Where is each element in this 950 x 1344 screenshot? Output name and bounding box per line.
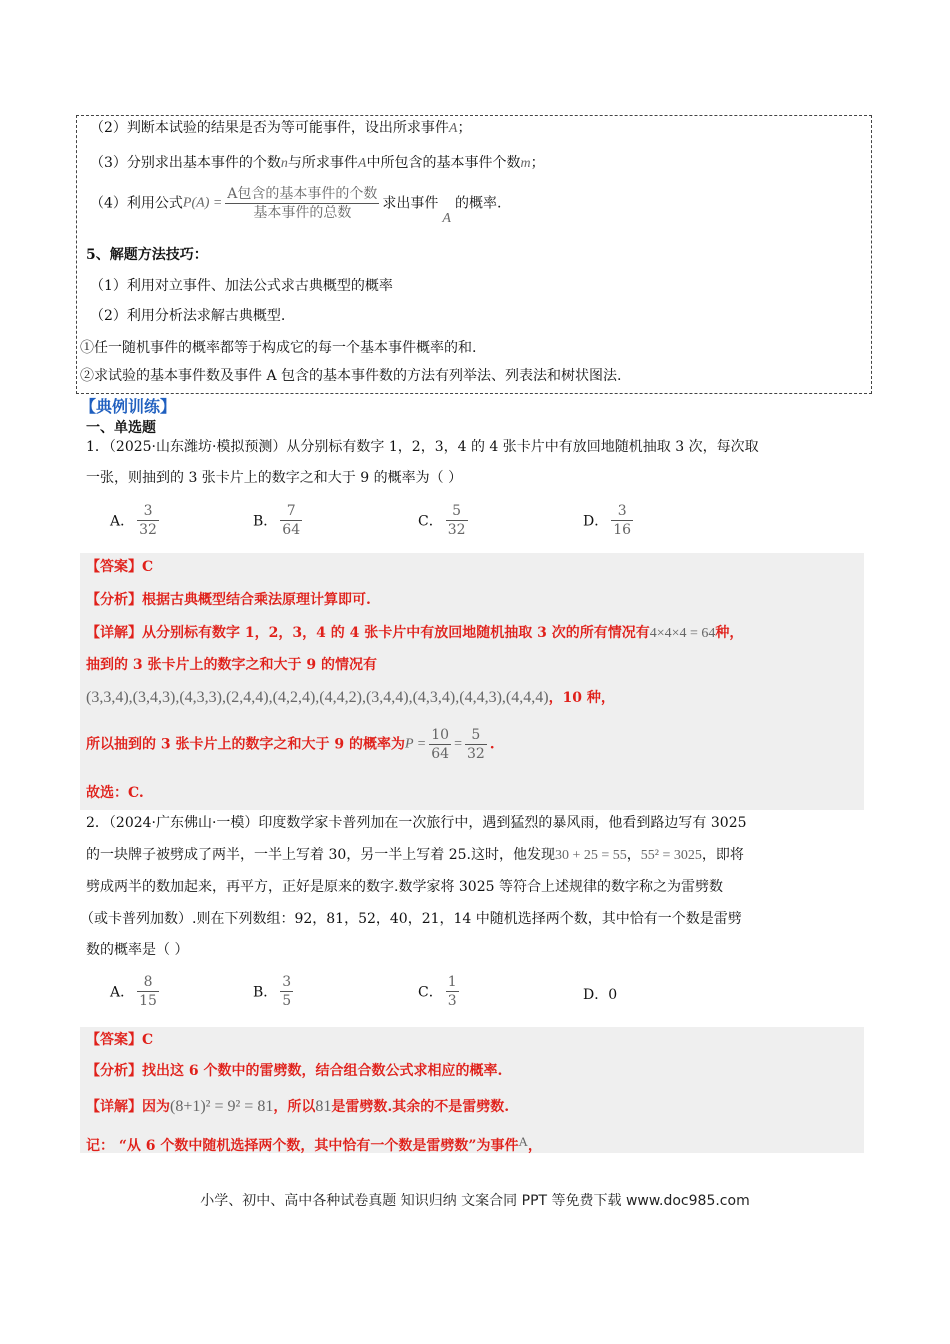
q1-detail-line-3 <box>86 688 615 708</box>
denominator: 64 <box>282 522 301 538</box>
detail-text: 所以抽到的 3 张卡片上的数字之和大于 9 的概率为 <box>86 736 405 753</box>
step-3-text-a: （3）分别求出基本事件的个数 <box>90 155 281 171</box>
probability-fraction-1 <box>429 726 451 763</box>
total-cases-math: 4×4×4 = 64 <box>649 626 716 641</box>
box-step-3 <box>90 153 545 174</box>
denominator: 15 <box>139 993 157 1009</box>
method-2: （2）利用分析法求解古典概型. <box>90 308 286 324</box>
box-step-2 <box>90 118 471 139</box>
option-fraction <box>446 973 459 1010</box>
probability-fraction-2 <box>465 726 487 763</box>
numerator: 3 <box>137 502 159 521</box>
methods-heading: 5、解题方法技巧： <box>86 247 208 263</box>
detail-text-b: ，所以 <box>273 1099 316 1115</box>
q2-option-b[interactable] <box>253 973 296 1010</box>
q1-option-c[interactable] <box>418 502 471 539</box>
stem-text: 的一块牌子被劈成了两半，一半上写着 30，另一半上写着 25.这时，他发现 <box>86 847 555 863</box>
m-symbol: m <box>520 156 531 171</box>
q1-option-b[interactable] <box>253 502 305 539</box>
option-label: D． <box>583 987 609 1003</box>
detail-end: 种， <box>715 625 744 641</box>
q2-answer: 【答案】C <box>86 1032 154 1048</box>
section-title: 【典例训练】 <box>80 397 177 416</box>
option-fraction <box>137 502 159 539</box>
probability-formula-fraction <box>225 185 379 222</box>
numerator: 5 <box>446 502 468 521</box>
n-symbol: n <box>280 156 288 171</box>
q1-option-d[interactable] <box>583 502 636 539</box>
detail-end: ， <box>527 1138 542 1154</box>
stem-text-end: ，即将 <box>701 847 744 863</box>
q2-stem-line-1: 2．（2024·广东佛山·一模）印度数学家卡普列加在一次旅行中，遇到猛烈的暴风雨，他看到路边写有 3025 <box>86 815 747 831</box>
box-step-4 <box>90 185 501 230</box>
q1-stem-line-2: 一张，则抽到的 3 张卡片上的数字之和大于 9 的概率为（ ） <box>86 470 463 486</box>
event-a-symbol: A <box>448 121 458 136</box>
q2-stem-line-5: 数的概率是（ ） <box>86 942 189 958</box>
favorable-cases-math: (3,3,4),(3,4,3),(4,3,3),(2,4,4),(4,2,4),(4,4,2),(3,4,4),(4,3,4),(4,4,3),(4,4,4) <box>86 689 549 706</box>
q2-analysis: 【分析】找出这 6 个数中的雷劈数，结合组合数公式求相应的概率. <box>86 1063 503 1079</box>
denominator: 3 <box>447 993 457 1009</box>
q1-analysis: 【分析】根据古典概型结合乘法原理计算即可. <box>86 592 371 608</box>
option-label: C． <box>418 513 443 530</box>
denominator: 5 <box>282 993 292 1009</box>
q1-detail-line-4 <box>86 726 495 763</box>
option-fraction <box>280 973 293 1010</box>
q2-option-c[interactable] <box>418 973 462 1010</box>
option-label: B． <box>253 984 278 1001</box>
detail-text-c: 是雷劈数.其余的不是雷劈数. <box>331 1099 510 1115</box>
separator: ， <box>626 847 641 863</box>
numerator: 7 <box>280 502 302 521</box>
option-fraction <box>280 502 302 539</box>
option-label: B． <box>253 513 278 530</box>
method-note-2: ②求试验的基本事件数及事件 A 包含的基本事件数的方法有列举法、列表法和树状图法. <box>80 368 622 384</box>
option-fraction <box>446 502 468 539</box>
numerator: 3 <box>282 974 292 990</box>
step-2-text: （2）判断本试验的结果是否为等可能事件，设出所求事件 <box>90 120 449 136</box>
p-symbol: P = <box>404 736 427 752</box>
detail-text: 【详解】从分别标有数字 1，2，3，4 的 4 张卡片中有放回地随机抽取 3 次的所有情况有 <box>86 625 650 641</box>
square-math: (8+1)² = 9² = 81 <box>170 1098 274 1115</box>
denominator: 16 <box>613 522 632 538</box>
step-2-end: ； <box>457 120 472 136</box>
q2-detail-line-1 <box>86 1097 509 1117</box>
step-4-text-a: （4）利用公式 <box>90 195 183 212</box>
numerator: 1 <box>447 974 457 990</box>
denominator: 64 <box>431 746 450 762</box>
denominator: 32 <box>466 746 485 762</box>
q2-stem-line-2 <box>86 845 744 866</box>
formula-lhs: P(A) = <box>182 195 223 211</box>
q2-option-d[interactable] <box>583 984 617 1004</box>
event-a-symbol: A <box>357 156 367 171</box>
q2-stem-line-3: 劈成两半的数加起来，再平方，正好是原来的数字.数学家将 3025 等符合上述规律的数字称之为雷劈数 <box>86 879 723 895</box>
step-3-end: ； <box>530 155 545 171</box>
event-a-symbol: A <box>442 210 451 226</box>
option-value: 0 <box>608 987 618 1003</box>
method-1: （1）利用对立事件、加法公式求古典概型的概率 <box>90 278 393 294</box>
denominator: 32 <box>447 522 466 538</box>
option-label: D． <box>583 513 609 530</box>
sum-math: 30 + 25 = 55 <box>554 848 627 863</box>
q2-option-a[interactable] <box>110 973 162 1010</box>
method-note-1: ①任一随机事件的概率都等于构成它的每一个基本事件概率的和. <box>80 340 477 356</box>
numerator: 10 <box>431 727 450 743</box>
square-math: 55² = 3025 <box>640 848 702 863</box>
numerator: 8 <box>137 973 159 992</box>
detail-end: ，10 种， <box>548 690 615 706</box>
detail-text: 记： “从 6 个数中随机选择两个数，其中恰有一个数是雷劈数”为事件 <box>86 1138 519 1154</box>
step-4-text-b: 求出事件 <box>382 195 439 212</box>
q1-detail-line-1 <box>86 623 743 644</box>
detail-text: 【详解】因为 <box>86 1099 170 1115</box>
option-fraction <box>611 502 633 539</box>
step-3-text-c: 中所包含的基本事件个数 <box>366 155 521 171</box>
q2-stem-line-4: （或卡普列加数）.则在下列数组：92，81，52，40，21，14 中随机选择两个数，其中恰有一个数是雷劈 <box>80 911 742 927</box>
q1-option-a[interactable] <box>110 502 162 539</box>
q1-stem-line-1: 1．（2025·山东潍坊·模拟预测）从分别标有数字 1，2，3，4 的 4 张卡片中有放回地随机抽取 3 次，每次取 <box>86 439 759 455</box>
step-4-text-c: 的概率. <box>454 195 502 212</box>
option-label: A． <box>110 513 135 530</box>
number-81: 81 <box>315 1098 332 1115</box>
option-fraction <box>137 973 159 1010</box>
section-subtitle: 一、单选题 <box>86 420 156 436</box>
step-3-text-b: 与所求事件 <box>287 155 358 171</box>
page-footer: 小学、初中、高中各种试卷真题 知识归纳 文案合同 PPT 等免费下载 www.doc985.com <box>200 1193 750 1209</box>
formula-denominator: 基本事件的总数 <box>253 205 352 221</box>
denominator: 32 <box>139 522 157 538</box>
equals-sign: = <box>454 736 462 752</box>
formula-numerator: A包含的基本事件的个数 <box>227 186 378 202</box>
detail-end: . <box>489 736 495 753</box>
numerator: 5 <box>465 726 487 745</box>
q1-detail-line-2: 抽到的 3 张卡片上的数字之和大于 9 的情况有 <box>86 657 377 673</box>
option-label: C． <box>418 984 443 1001</box>
q1-answer: 【答案】C <box>86 559 154 575</box>
event-a-symbol: A <box>518 1134 528 1149</box>
numerator: 3 <box>611 502 633 521</box>
q2-detail-line-2 <box>86 1132 542 1156</box>
option-label: A． <box>110 984 135 1001</box>
q1-conclusion: 故选：C. <box>86 785 144 801</box>
